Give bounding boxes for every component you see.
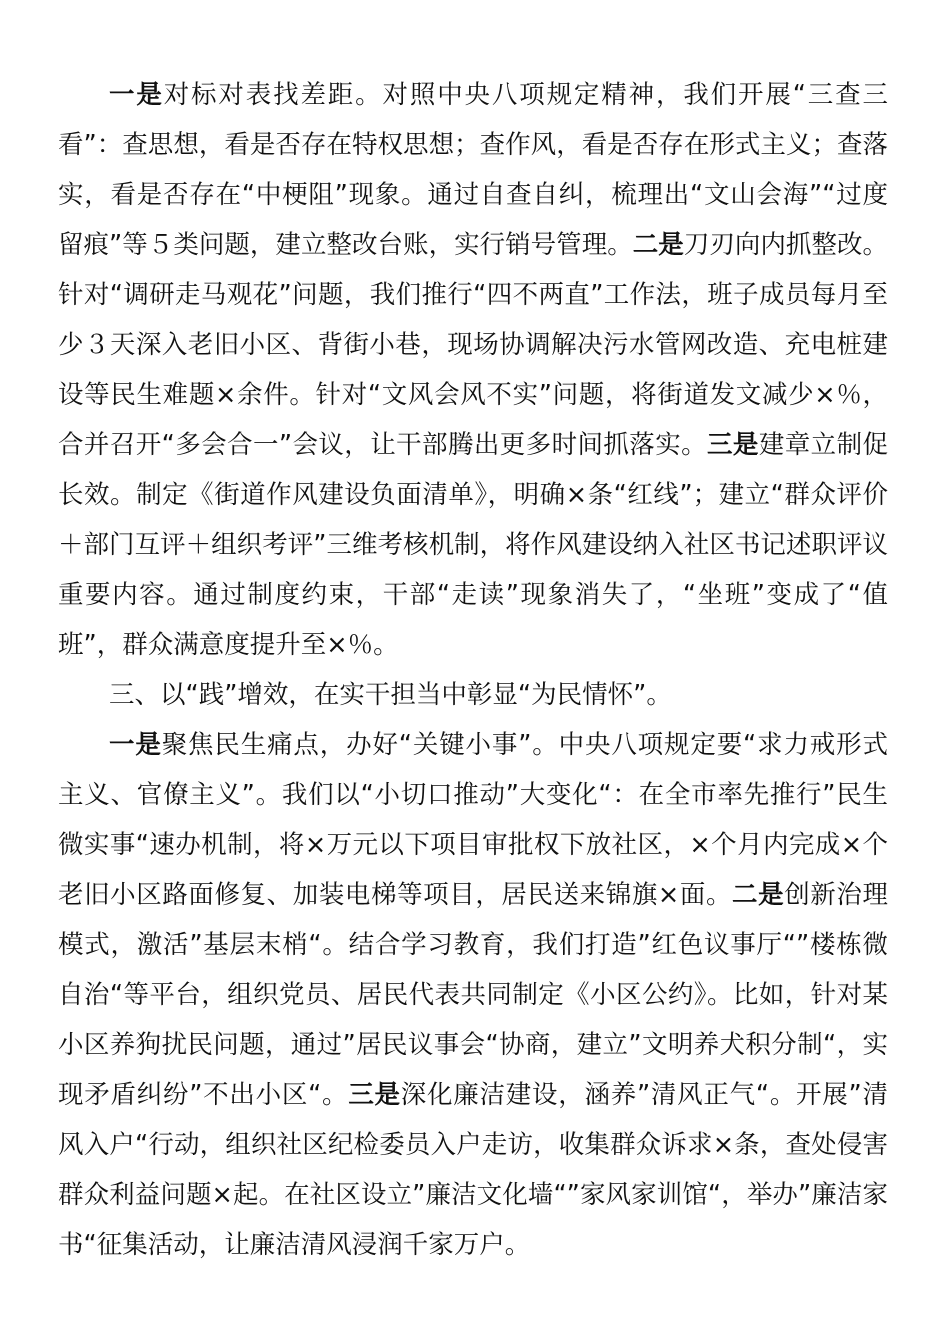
body-text: 对标对表找差距。对照中央八项规定精神，我们开展“三查三看”：查思想，看是否存在特权思想；查作风，看是否存在形式主义；查落实，看是否存在“中梗阻”现象。通过自查自纠，梳理出“文山会海”“过度留痕”等５类问题，建立整改台账，实行销号管理。 — [58, 80, 888, 260]
lead-one: 一是 — [109, 730, 162, 760]
lead-three: 三是 — [707, 430, 759, 460]
section-heading-three: 三、以“践”增效，在实干担当中彰显“为民情怀”。 — [109, 680, 672, 710]
lead-two: 二是 — [632, 230, 684, 260]
body-text: 聚焦民生痛点，办好“关键小事”。中央八项规定要“求力戒形式主义、官僚主义”。我们以“小切口推动”大变化“：在全市率先推行”民生微实事“速办机制，将×万元以下项目审批权下放社区，×个月内完成×个老旧小区路面修复、加装电梯等项目，居民送来锦旗×面。 — [58, 730, 888, 910]
body-text: 深化廉洁建设，涵养”清风正气“。开展”清风入户“行动，组织社区纪检委员入户走访，收集群众诉求×条，查处侵害群众利益问题×起。在社区设立”廉洁文化墙“”家风家训馆“，举办”廉洁家书“征集活动，让廉洁清风浸润千家万户。 — [58, 1080, 888, 1260]
document-page — [58, 70, 888, 1270]
body-text: 创新治理模式，激活”基层末梢“。结合学习教育，我们打造”红色议事厅“”楼栋微自治“等平台，组织党员、居民代表共同制定《小区公约》。比如，针对某小区养狗扰民问题，通过”居民议事会“协商，建立”文明养犬积分制“，实现矛盾纠纷”不出小区“。 — [58, 880, 888, 1110]
paragraph-one-rectification — [58, 70, 888, 670]
lead-two: 二是 — [732, 880, 785, 910]
paragraph-people-livelihood — [58, 720, 888, 1270]
body-text: 刀刃向内抓整改。针对“调研走马观花”问题，我们推行“四不两直”工作法，班子成员每月至少３天深入老旧小区、背街小巷，现场协调解决污水管网改造、充电桩建设等民生难题×余件。针对“文风会风不实”问题，将街道发文减少×％，合并召开“多会合一”会议，让干部腾出更多时间抓落实。 — [58, 230, 888, 460]
lead-three: 三是 — [348, 1080, 401, 1110]
lead-one: 一是 — [109, 80, 164, 110]
body-text: 建章立制促长效。制定《街道作风建设负面清单》，明确×条“红线”；建立“群众评价＋部门互评＋组织考评”三维考核机制，将作风建设纳入社区书记述职评议重要内容。通过制度约束，干部“走读”现象消失了，“坐班”变成了“值班”，群众满意度提升至×％。 — [58, 430, 888, 660]
